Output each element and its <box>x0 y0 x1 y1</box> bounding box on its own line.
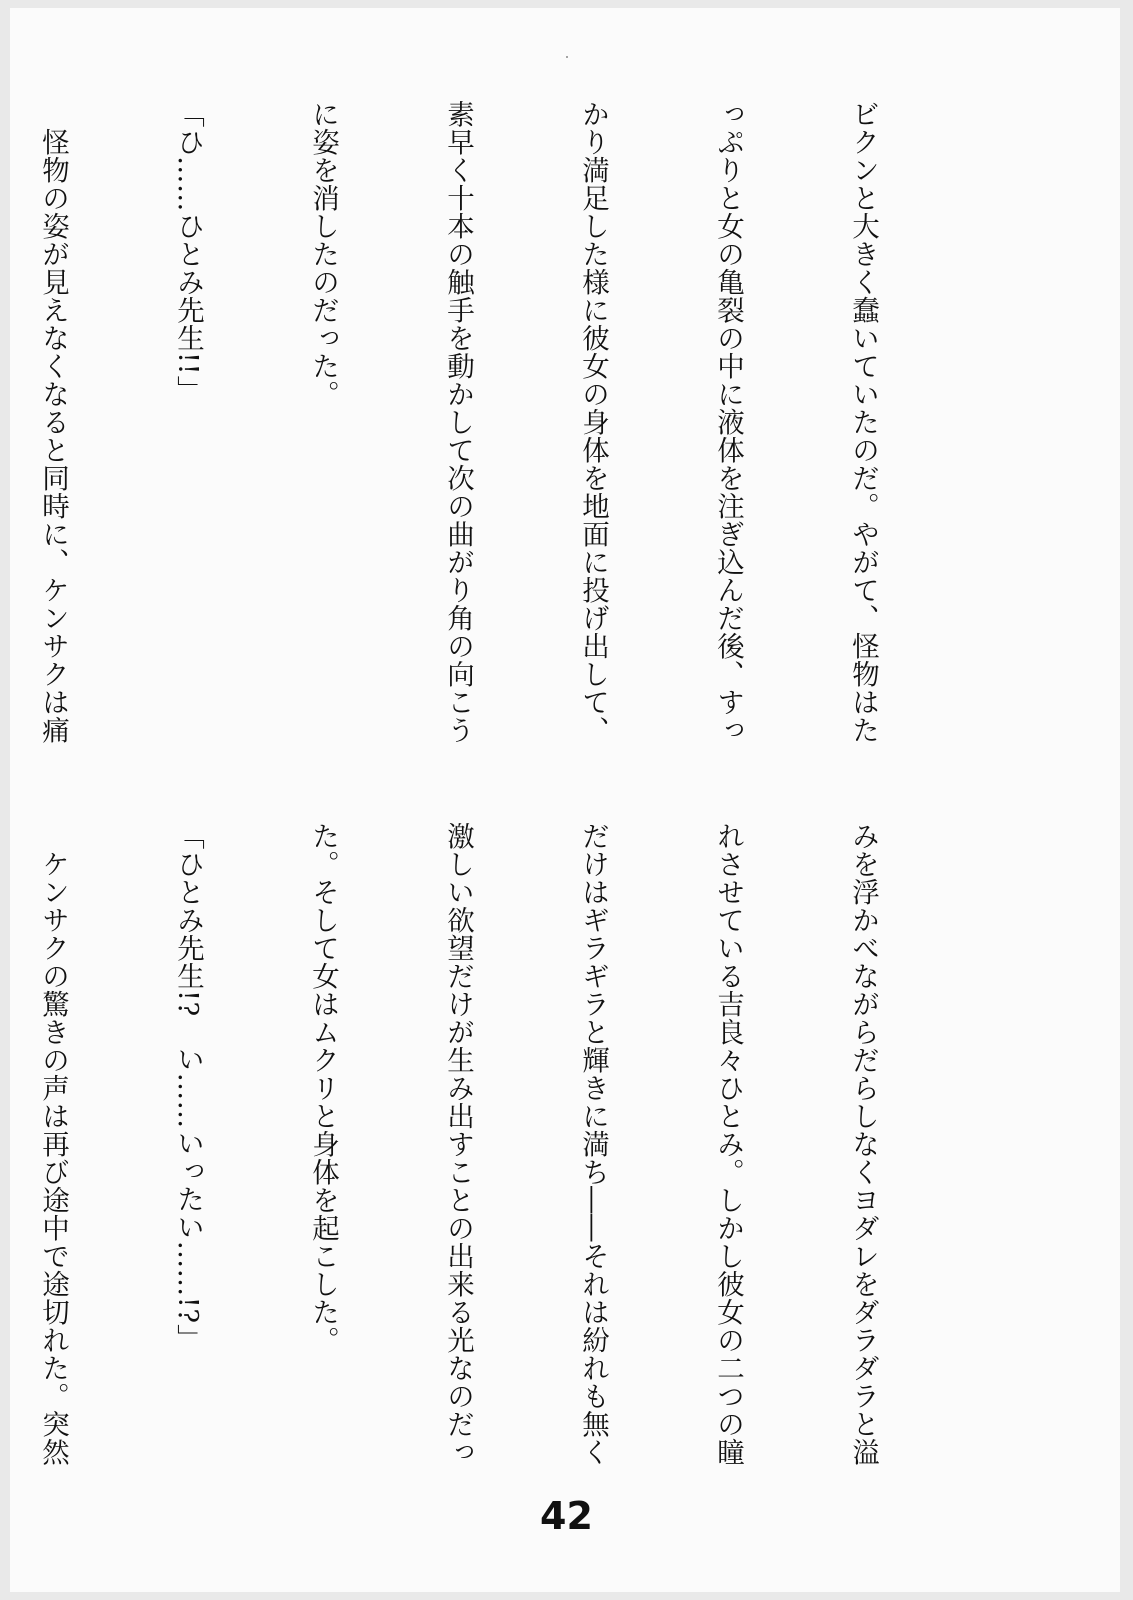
text-column: 「ひ……ひとみ先生!!」 <box>172 100 204 404</box>
scan-speck <box>566 56 568 58</box>
text-column: ケンサクの驚きの声は再び途中で途切れた。突然 <box>37 822 69 1466</box>
text-column: 激しい欲望だけが生み出すことの出来る光なのだっ <box>442 822 474 1466</box>
page-number: 42 <box>540 1494 593 1538</box>
text-column: っぷりと女の亀裂の中に液体を注ぎ込んだ後、すっ <box>712 100 744 744</box>
text-column: 「ひとみ先生!? い……いったい……!?」 <box>172 822 204 1352</box>
text-column: かり満足した様に彼女の身体を地面に投げ出して、 <box>577 100 609 744</box>
text-block-bottom <box>37 822 975 1482</box>
text-block-top <box>37 100 975 760</box>
text-column: れさせている吉良々ひとみ。しかし彼女の二つの瞳 <box>712 822 744 1466</box>
text-column: だけはギラギラと輝きに満ち――それは紛れも無く <box>577 822 609 1466</box>
text-column: た。そして女はムクリと身体を起こした。 <box>307 822 339 1354</box>
text-column: に姿を消したのだった。 <box>307 100 339 408</box>
text-column: みを浮かべながらだらしなくヨダレをダラダラと溢 <box>847 822 879 1466</box>
text-column: 怪物の姿が見えなくなると同時に、ケンサクは痛 <box>37 100 69 744</box>
text-column: 素早く十本の触手を動かして次の曲がり角の向こう <box>442 100 474 744</box>
text-column: ビクンと大きく蠢いていたのだ。やがて、怪物はた <box>847 100 879 744</box>
